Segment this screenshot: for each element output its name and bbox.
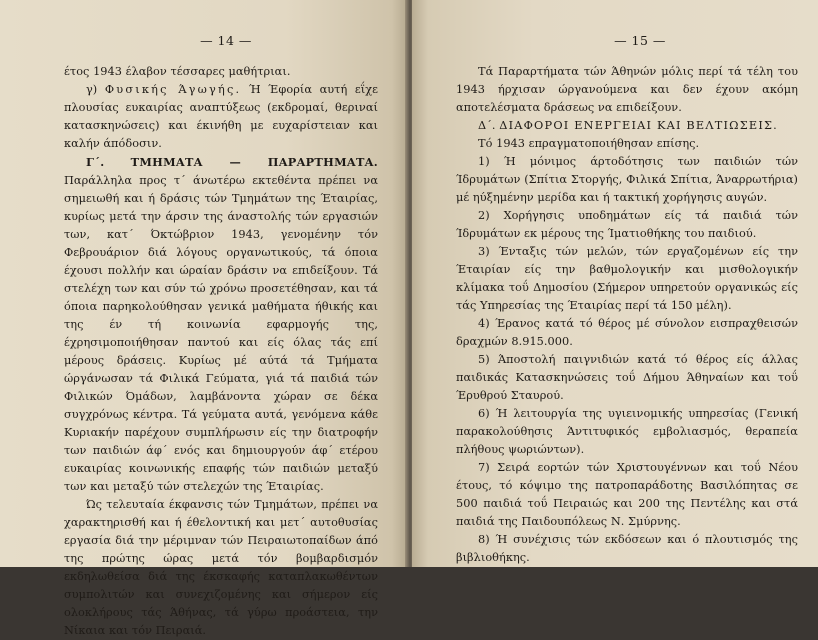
list-item: 1) Ή μόνιμος άρτοδότησις των παιδιών τών Ίδρυμάτων (Σπίτια Στοργής, Φιλικά Σπίτια, Άναρρωτήρια) μέ ηύξημένην μερίδα και ή τακτική χορήγησις αυγών. [456, 155, 798, 204]
item-g-label: γ) [86, 83, 98, 96]
right-page-number: — 15 — [614, 33, 666, 48]
intro-paragraph: Τά Παραρτήματα τών Άθηνών μόλις περί τά τέλη του 1943 ήρχισαν ώργανούμενα και δεν έχουν ακόμη αποτελέσματα δράσεως να επιδείξουν. [456, 65, 798, 114]
item-g-paragraph [64, 81, 378, 153]
section-g-title: ΤΜΗΜΑΤΑ — ΠΑΡΑΡΤΗΜΑΤΑ. [130, 155, 378, 169]
list-item: 6) Ή λειτουργία της υγιεινομικής υπηρεσίας (Γενική παρακολούθησις Άντιτυφικός εμβολιασμός, θεραπεία πλήθους ψωριώντων). [456, 407, 798, 456]
section-g-paragraph [64, 153, 378, 496]
section-d-title: ΔΙΑΦΟΡΟΙ ΕΝΕΡΓΕΙΑΙ ΚΑΙ ΒΕΛΤΙΩΣΕΙΣ. [499, 119, 778, 132]
list-item: 5) Άποστολή παιγνιδιών κατά τό θέρος είς άλλας παιδικάς Κατασκηνώσεις τοΰ Δήμου Άθηναίων και τοΰ Έρυθρού Σταυρού. [456, 353, 798, 402]
section-d-label: Δ΄. [478, 119, 496, 132]
section-g-text: Παράλληλα προς τ΄ άνωτέρω εκτεθέντα πρέπει να σημειωθή και ή δράσις τών Τμημάτων της Έταιρίας, κυρίως μετά την άρσιν της άναστολής τών εργασιών των, κατ΄ Όκτώβριον 1943, γενομένην τόν Φεβρουάριον διά λόγους οργανωτικούς, τά όποια έχουσι πολλήν και ώραίαν δράσιν να επιδείξουν. Τά στελέχη των και σύν τώ χρόνω προσετέθησαν, και τά όποια παρηκολούθησαν γενικά μαθήματα ήθικής και της έν τή κοινωνία εφαρμογής της, έχρησιμοποιήθησαν παντού και είς όλας τάς επί μέρους δράσεις. Κυρίως μέ αύτά τά Τμήματα ώργάνωσαν τά Φιλικά Γεύματα, γιά τά παιδιά τών Φιλικών Όμάδων, λαμβάνοντα χώραν σε δέκα συγχρόνως κέντρα. Τά γεύματα αυτά, γενόμενα κάθε Κυριακήν παρέχουν συμπλήρωσιν είς την διατροφήν των παιδιών άφ΄ ενός και δημιουργούν άφ΄ ετέρου ευκαιρίας κοινωνικής επαφής τών παιδιών μεταξύ των και μεταξύ τών στελεχών της Έταιρίας. [64, 174, 378, 493]
lead-paragraph: Τό 1943 επραγματοποιήθησαν επίσης. [478, 137, 700, 150]
list-item: 2) Χορήγησις υποδημάτων είς τά παιδιά τών Ίδρυμάτων εκ μέρους της Ίματιοθήκης του παιδιού. [456, 209, 798, 240]
right-page [412, 0, 818, 567]
left-page-number: — 14 — [200, 33, 252, 48]
section-g-label: Γ΄. [86, 155, 105, 169]
section-d-heading [456, 117, 798, 135]
item-g-text: Ή Έφορία αυτή εΐχε πλουσίας ευκαιρίας αναπτύξεως (εκδρομαί, θεριναί κατασκηνώσεις) και έκινήθη με ευχαρίστειαν και καλήν άπόδοσιν. [64, 83, 379, 150]
right-page-text [456, 63, 804, 567]
list-item: 7) Σειρά εορτών τών Χριστουγέννων και τοΰ Νέου έτους, τό κόψιμο της πατροπαράδοτης Βασιλόπητας σε 500 παιδιά τοΰ Πειραιώς και 200 της Πεντέλης και στά παιδιά της Παιδουπόλεως Ν. Σμύρνης. [456, 461, 798, 528]
list-item: 8) Ή συνέχισις τών εκδόσεων και ό πλουτισμός της βιβλιοθήκης. [456, 533, 798, 564]
item-g-title: Φυσικής Άγωγής. [104, 83, 242, 96]
closing-paragraph: Ώς τελευταία έκφανσις τών Τμημάτων, πρέπει να χαρακτηρισθή και ή έθελοντική και μετ΄ αυτοθυσίας εργασία διά την μέριμναν τών Πειραιωτοπαίδων άπό της πρώτης ώρας μετά τόν βομβαρδισμόν εκδηλωθείσα διά της έκσκαφής καταπλακωθέντων συμπολιτών και συνεχιζομένης και σήμερον είς ολοκλήρους τάς Άθήνας, τά γύρω προάστεια, την Νίκαια και τόν Πειραιά. [64, 498, 378, 637]
left-continuation-line: έτος 1943 έλαβον τέσσαρες μαθήτριαι. [64, 65, 291, 78]
left-page [0, 0, 408, 637]
list-item: 4) Έρανος κατά τό θέρος μέ σύνολον εισπραχθεισών δραχμών 8.915.000. [456, 317, 798, 348]
list-item: 3) Ένταξις τών μελών, τών εργαζομένων είς την Έταιρίαν είς την βαθμολογικήν και μισθολογικήν κλίμακα τοΰ Δημοσίου (Σήμερον υπηρετούν οργανικώς είς τάς Υπηρεσίας της Έταιρίας περί τά 150 μέλη). [456, 245, 798, 312]
left-page-text [64, 63, 378, 640]
